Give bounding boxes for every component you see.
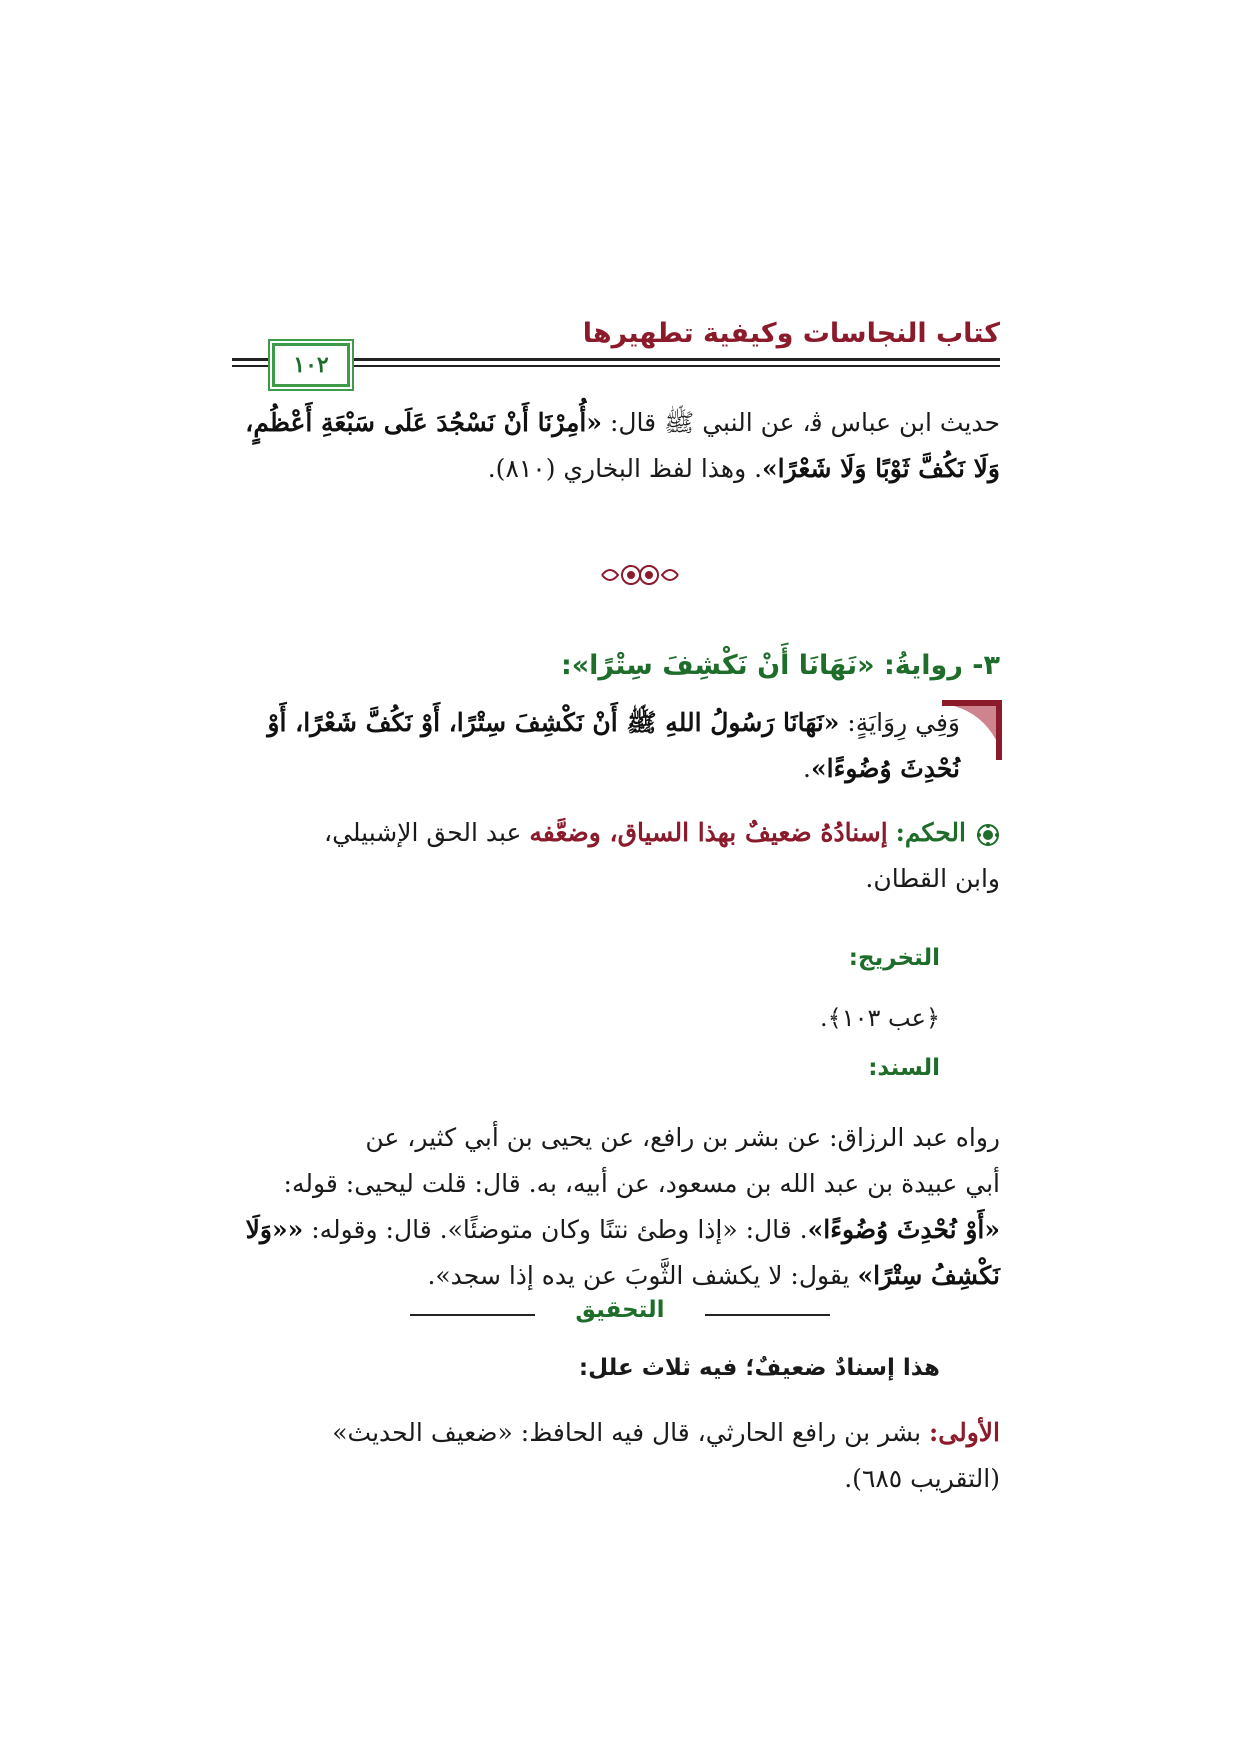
tahqiq-heading: التحقيق: [575, 1297, 665, 1323]
ruling-line-1: [232, 810, 1000, 856]
ruling-line-2: وابن القطان.: [865, 864, 1000, 893]
narration-quote-cont: نُحْدِثَ وُضُوءًا»: [811, 754, 960, 783]
first-defect-text: بشر بن رافع الحارثي، قال فيه الحافظ: «ضعيف الحديث»: [332, 1418, 930, 1447]
tahqiq-divider: [410, 1297, 830, 1330]
divider-line-right: [705, 1314, 830, 1316]
section-number: ٣-: [972, 650, 1000, 681]
page-number: ١٠٢: [293, 352, 329, 378]
sanad-heading: السند:: [868, 1055, 940, 1081]
first-defect-line-2: (التقريب ٦٨٥).: [844, 1464, 1000, 1493]
first-defect-paragraph: [232, 1410, 1000, 1502]
narration-line-1: [232, 700, 960, 746]
ornament-divider-icon: [600, 560, 680, 590]
narration-end: .: [803, 754, 811, 783]
intro-line-1: [232, 400, 1000, 446]
narration-lead: وَفِي رِوَايَةٍ:: [839, 708, 960, 737]
sanad-text-2: يقول: لا يكشف الثَّوبَ عن يده إذا سجد».: [427, 1261, 858, 1290]
narration-paragraph: [232, 700, 960, 792]
page-number-box: [272, 343, 350, 387]
ruling-label: الحكم:: [895, 818, 966, 847]
narration-quote: «نَهَانَا رَسُولُ اللهِ ﷺ أَنْ نَكْشِفَ سِتْرًا، أَوْ نَكُفَّ شَعْرًا، أَوْ: [267, 708, 840, 737]
sanad-quote-1: «أَوْ نُحْدِثَ وُضُوءًا»: [807, 1215, 1000, 1244]
narration-line-2: [232, 746, 960, 792]
running-header-title: كتاب النجاسات وكيفية تطهيرها: [582, 318, 1000, 349]
intro-text: حديث ابن عباس ﭬ، عن النبي ﷺ قال:: [602, 408, 1000, 437]
section-title: [561, 650, 1000, 681]
tahqiq-summary: هذا إسنادٌ ضعيفٌ؛ فيه ثلاث علل:: [578, 1355, 940, 1381]
ruling-rest: عبد الحق الإشبيلي،: [324, 818, 530, 847]
section-title-text: روايةُ: «نَهَانَا أَنْ نَكْشِفَ سِتْرًا»:: [560, 650, 963, 681]
takhrij-reference: ﴿عب ١٠٣﴾.: [820, 1004, 940, 1032]
intro-quote-cont: وَلَا نَكُفَّ ثَوْبًا وَلَا شَعْرًا»: [762, 454, 1000, 483]
first-defect-line-1: [232, 1410, 1000, 1456]
intro-source: . وهذا لفظ البخاري (٨١٠).: [487, 454, 763, 483]
sanad-quote-3: نَكْشِفُ سِتْرًا»: [857, 1261, 1000, 1290]
sanad-line-3: [232, 1207, 1000, 1253]
first-defect-label: الأولى:: [929, 1418, 1000, 1447]
sanad-paragraph: [232, 1115, 1000, 1299]
sanad-line-2: أبي عبيدة بن عبد الله بن مسعود، عن أبيه، به. قال: قلت ليحيى: قوله:: [283, 1169, 1000, 1198]
intro-paragraph: [232, 400, 1000, 492]
ruling-paragraph: [232, 810, 1000, 902]
flower-bullet-icon: [976, 823, 1000, 847]
takhrij-heading: التخريج:: [848, 945, 940, 971]
divider-line-left: [410, 1314, 535, 1316]
intro-quote: «أُمِرْنَا أَنْ نَسْجُدَ عَلَى سَبْعَةِ أَعْظُمٍ،: [245, 408, 602, 437]
sanad-line-1: رواه عبد الرزاق: عن بشر بن رافع، عن يحيى بن أبي كثير، عن: [365, 1123, 1000, 1152]
sanad-quote-2: ««وَلَا: [245, 1215, 304, 1244]
sanad-line-4: [232, 1253, 1000, 1299]
sanad-text-1: . قال: «إذا وطئ نتنًا وكان متوضئًا». قال: وقوله:: [303, 1215, 808, 1244]
intro-line-2: [232, 446, 1000, 492]
ruling-verdict: إسنادُهُ ضعيفٌ بهذا السياق، وضعَّفه: [529, 818, 888, 847]
